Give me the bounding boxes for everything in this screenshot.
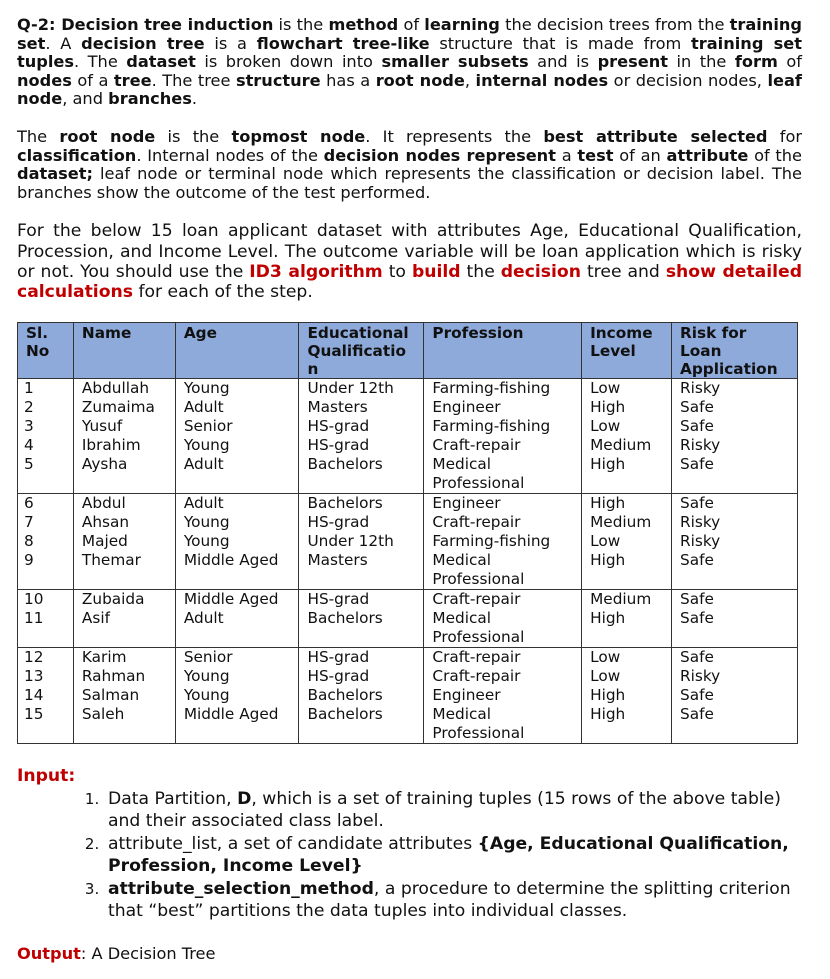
text-segment: decision tree: [81, 33, 205, 53]
text-segment: or decision nodes,: [608, 70, 768, 90]
text-segment: dataset;: [17, 164, 93, 184]
table-row: [18, 398, 798, 417]
cell-risk: Safe: [672, 551, 798, 590]
text-segment: for: [767, 126, 803, 146]
cell-age: Young: [175, 379, 299, 399]
text-segment: decision: [500, 261, 581, 282]
cell-age: Adult: [175, 494, 299, 514]
input-list: [17, 788, 802, 922]
cell-income: High: [582, 494, 672, 514]
cell-education: Bachelors: [299, 494, 424, 514]
cell-name: Yusuf: [73, 417, 175, 436]
cell-income: High: [582, 455, 672, 494]
text-segment: of: [398, 15, 425, 34]
intro-paragraph-1: [17, 16, 802, 109]
text-segment: attribute_list, a set of candidate attributes: [108, 834, 478, 855]
text-segment: leaf node: [17, 70, 802, 109]
table-row: [18, 648, 798, 668]
text-segment: test: [577, 145, 614, 165]
table-body: [18, 379, 798, 744]
header-sl-no: Sl. No: [18, 323, 74, 379]
cell-profession: Engineer: [424, 494, 582, 514]
cell-income: Medium: [582, 590, 672, 610]
cell-income: Medium: [582, 513, 672, 532]
text-segment: the: [460, 261, 501, 282]
text-segment: branches: [108, 89, 192, 109]
text-segment: , and: [62, 89, 109, 109]
cell-age: Middle Aged: [175, 551, 299, 590]
cell-name: Salman: [73, 686, 175, 705]
text-segment: attribute: [666, 145, 749, 165]
cell-sl-no: 15: [18, 705, 74, 744]
cell-name: Asif: [73, 609, 175, 648]
cell-name: Rahman: [73, 667, 175, 686]
header-risk: Risk for Loan Application: [672, 323, 798, 379]
text-segment: of an: [613, 145, 667, 165]
text-segment: best attribute selected: [543, 126, 768, 146]
cell-education: Bachelors: [299, 609, 424, 648]
cell-profession: Craft-repair: [424, 667, 582, 686]
text-segment: , which is a set of training tuples (15 rows of the above table) and their associated class label.: [108, 789, 781, 832]
text-segment: flowchart tree-like: [256, 33, 430, 53]
cell-income: Low: [582, 648, 672, 668]
cell-sl-no: 3: [18, 417, 74, 436]
table-row: [18, 667, 798, 686]
text-segment: of a: [71, 70, 114, 90]
text-segment: tree: [113, 70, 152, 90]
text-segment: structure: [235, 70, 321, 90]
cell-profession: Craft-repair: [424, 513, 582, 532]
text-segment: attribute_selection_method: [108, 879, 374, 900]
input-list-item: [104, 833, 802, 877]
cell-risk: Safe: [672, 455, 798, 494]
text-segment: structure that is made from: [429, 33, 692, 53]
cell-sl-no: 10: [18, 590, 74, 610]
text-segment: for each of the step.: [132, 281, 313, 302]
text-segment: training set tuples: [17, 33, 803, 72]
cell-name: Themar: [73, 551, 175, 590]
cell-age: Senior: [175, 648, 299, 668]
table-row: [18, 551, 798, 590]
cell-risk: Risky: [672, 513, 798, 532]
cell-profession: Craft-repair: [424, 648, 582, 668]
cell-education: HS-grad: [299, 513, 424, 532]
intro-paragraph-3: [17, 221, 802, 302]
cell-risk: Risky: [672, 667, 798, 686]
cell-profession: Farming-fishing: [424, 532, 582, 551]
cell-risk: Risky: [672, 532, 798, 551]
cell-profession: Farming-fishing: [424, 379, 582, 399]
text-segment: D: [237, 789, 252, 810]
cell-risk: Safe: [672, 648, 798, 668]
text-segment: classification: [17, 145, 137, 165]
input-list-item: [104, 878, 802, 922]
text-segment: show detailed calculations: [17, 261, 802, 302]
cell-sl-no: 8: [18, 532, 74, 551]
cell-profession: Farming-fishing: [424, 417, 582, 436]
cell-risk: Safe: [672, 609, 798, 648]
table-row: [18, 590, 798, 610]
table-row: [18, 455, 798, 494]
text-segment: ID3 algorithm: [249, 261, 383, 282]
cell-education: HS-grad: [299, 590, 424, 610]
cell-sl-no: 5: [18, 455, 74, 494]
text-segment: has a: [320, 70, 376, 90]
cell-sl-no: 7: [18, 513, 74, 532]
cell-age: Middle Aged: [175, 705, 299, 744]
text-segment: . Internal nodes of the: [136, 145, 324, 165]
cell-name: Karim: [73, 648, 175, 668]
text-segment: of: [777, 52, 802, 72]
table-header-row: [18, 323, 798, 379]
text-segment: to: [382, 261, 412, 282]
output-label: Output: [17, 944, 81, 964]
cell-education: Bachelors: [299, 686, 424, 705]
cell-income: Medium: [582, 436, 672, 455]
text-segment: . A: [45, 33, 82, 53]
cell-risk: Risky: [672, 379, 798, 399]
table-row: [18, 705, 798, 744]
cell-income: Low: [582, 379, 672, 399]
cell-risk: Safe: [672, 398, 798, 417]
cell-education: Bachelors: [299, 455, 424, 494]
cell-risk: Safe: [672, 417, 798, 436]
cell-sl-no: 6: [18, 494, 74, 514]
cell-risk: Safe: [672, 590, 798, 610]
cell-income: High: [582, 609, 672, 648]
cell-sl-no: 14: [18, 686, 74, 705]
cell-education: Bachelors: [299, 705, 424, 744]
cell-age: Adult: [175, 609, 299, 648]
cell-income: High: [582, 551, 672, 590]
cell-risk: Safe: [672, 686, 798, 705]
text-segment: dataset: [126, 52, 196, 72]
text-segment: Q-2: Decision tree induction: [17, 15, 274, 34]
cell-income: Low: [582, 667, 672, 686]
text-segment: is the: [273, 15, 329, 34]
cell-sl-no: 1: [18, 379, 74, 399]
cell-risk: Safe: [672, 494, 798, 514]
header-age: Age: [175, 323, 299, 379]
text-segment: root node: [59, 126, 156, 146]
text-segment: topmost node: [231, 126, 366, 146]
cell-age: Young: [175, 686, 299, 705]
cell-income: Low: [582, 417, 672, 436]
cell-education: HS-grad: [299, 648, 424, 668]
text-segment: . The: [74, 52, 127, 72]
cell-name: Abdul: [73, 494, 175, 514]
input-list-item: [104, 788, 802, 832]
cell-name: Ibrahim: [73, 436, 175, 455]
text-segment: method: [328, 15, 399, 34]
cell-age: Adult: [175, 455, 299, 494]
cell-sl-no: 2: [18, 398, 74, 417]
text-segment: present: [597, 52, 669, 72]
header-income-level: Income Level: [582, 323, 672, 379]
text-segment: decision nodes represent: [323, 145, 556, 165]
cell-profession: Engineer: [424, 686, 582, 705]
cell-profession: Medical Professional: [424, 609, 582, 648]
text-segment: the decision trees from the: [499, 15, 730, 34]
cell-profession: Craft-repair: [424, 590, 582, 610]
cell-name: Majed: [73, 532, 175, 551]
header-educational-qualification: Educational Qualificatio n: [299, 323, 424, 379]
text-segment: smaller subsets: [381, 52, 529, 72]
cell-profession: Medical Professional: [424, 705, 582, 744]
loan-dataset-table: [17, 322, 798, 744]
cell-name: Zubaida: [73, 590, 175, 610]
text-segment: internal nodes: [475, 70, 609, 90]
text-segment: {Age, Educational Qualification, Profession, Income Level}: [108, 834, 789, 877]
cell-age: Senior: [175, 417, 299, 436]
text-segment: The: [17, 126, 60, 146]
text-segment: . The tree: [151, 70, 236, 90]
cell-age: Middle Aged: [175, 590, 299, 610]
text-segment: . It represents the: [365, 126, 544, 146]
header-name: Name: [73, 323, 175, 379]
cell-education: Under 12th: [299, 379, 424, 399]
text-segment: root node: [375, 70, 465, 90]
cell-sl-no: 9: [18, 551, 74, 590]
text-segment: form: [734, 52, 778, 72]
cell-name: Ahsan: [73, 513, 175, 532]
table-row: [18, 532, 798, 551]
table-row: [18, 494, 798, 514]
cell-profession: Craft-repair: [424, 436, 582, 455]
text-segment: build: [411, 261, 461, 282]
text-segment: , a procedure to determine the splitting criterion that “best” partitions the data tuples into individual classes.: [108, 879, 791, 922]
table-row: [18, 417, 798, 436]
text-segment: Data Partition,: [108, 789, 238, 810]
output-line: [17, 944, 802, 963]
table-row: [18, 436, 798, 455]
table-row: [18, 609, 798, 648]
cell-profession: Medical Professional: [424, 455, 582, 494]
cell-education: Under 12th: [299, 532, 424, 551]
intro-paragraph-2: [17, 128, 802, 202]
cell-sl-no: 4: [18, 436, 74, 455]
cell-education: HS-grad: [299, 436, 424, 455]
text-segment: in the: [668, 52, 735, 72]
cell-sl-no: 13: [18, 667, 74, 686]
cell-income: High: [582, 398, 672, 417]
text-segment: learning: [424, 15, 500, 34]
cell-education: Masters: [299, 551, 424, 590]
text-segment: tree and: [580, 261, 666, 282]
text-segment: leaf node or terminal node which represents the classification or decision label. The branches show the outcome of the test performed.: [17, 164, 802, 202]
cell-name: Abdullah: [73, 379, 175, 399]
cell-name: Aysha: [73, 455, 175, 494]
cell-profession: Medical Professional: [424, 551, 582, 590]
text-segment: training set: [17, 15, 802, 53]
header-profession: Profession: [424, 323, 582, 379]
cell-income: High: [582, 686, 672, 705]
cell-sl-no: 11: [18, 609, 74, 648]
cell-education: HS-grad: [299, 667, 424, 686]
text-segment: a: [555, 145, 578, 165]
cell-age: Young: [175, 513, 299, 532]
cell-name: Saleh: [73, 705, 175, 744]
cell-name: Zumaima: [73, 398, 175, 417]
cell-sl-no: 12: [18, 648, 74, 668]
output-text: : A Decision Tree: [80, 944, 216, 964]
cell-income: Low: [582, 532, 672, 551]
cell-education: HS-grad: [299, 417, 424, 436]
cell-risk: Risky: [672, 436, 798, 455]
text-segment: of the: [748, 145, 802, 165]
text-segment: is broken down into: [195, 52, 382, 72]
text-segment: is the: [155, 126, 232, 146]
text-segment: ,: [464, 70, 476, 90]
cell-profession: Engineer: [424, 398, 582, 417]
text-segment: nodes: [17, 70, 72, 90]
cell-age: Young: [175, 436, 299, 455]
cell-age: Adult: [175, 398, 299, 417]
cell-age: Young: [175, 532, 299, 551]
cell-education: Masters: [299, 398, 424, 417]
text-segment: and is: [528, 52, 598, 72]
input-title: Input:: [17, 766, 76, 787]
table-row: [18, 513, 798, 532]
text-segment: .: [191, 89, 198, 109]
table-row: [18, 379, 798, 399]
cell-risk: Safe: [672, 705, 798, 744]
text-segment: is a: [204, 33, 257, 53]
cell-age: Young: [175, 667, 299, 686]
table-row: [18, 686, 798, 705]
cell-income: High: [582, 705, 672, 744]
text-segment: For the below 15 loan applicant dataset with attributes Age, Educational Qualification, Procession, and Income Level. The outcome variable will be loan application which is risky or not. You should use the: [17, 221, 802, 282]
